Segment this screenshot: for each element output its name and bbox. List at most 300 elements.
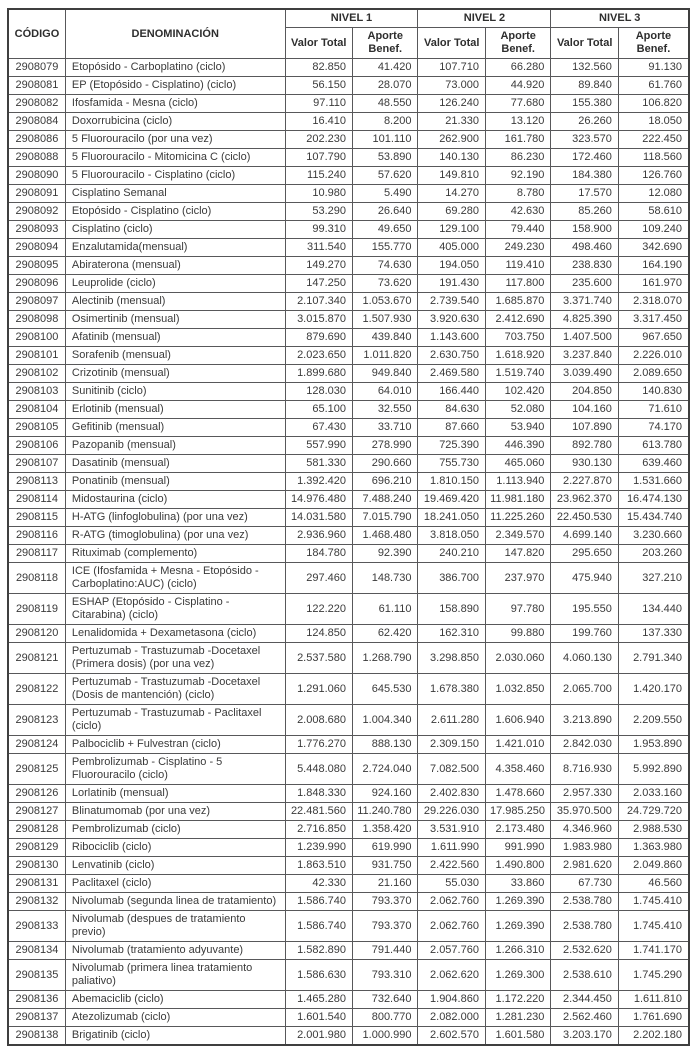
row-nivel3-valor-total: 892.780	[551, 437, 618, 455]
row-denomination: Enzalutamida(mensual)	[65, 239, 285, 257]
row-code: 2908137	[8, 1009, 65, 1027]
subcol-header-valor-total-n1: Valor Total	[285, 28, 352, 59]
row-nivel2-valor-total: 2.082.000	[418, 1009, 485, 1027]
row-nivel2-valor-total: 140.130	[418, 149, 485, 167]
row-nivel1-valor-total: 2.001.980	[285, 1027, 352, 1046]
row-code: 2908104	[8, 401, 65, 419]
row-nivel3-aporte-benef: 1.531.660	[618, 473, 689, 491]
table-row	[8, 736, 689, 754]
row-nivel1-aporte-benef: 62.420	[353, 625, 418, 643]
row-nivel2-aporte-benef: 1.172.220	[485, 991, 550, 1009]
row-nivel1-valor-total: 65.100	[285, 401, 352, 419]
row-nivel3-aporte-benef: 967.650	[618, 329, 689, 347]
row-code: 2908090	[8, 167, 65, 185]
row-nivel2-aporte-benef: 1.601.580	[485, 1027, 550, 1046]
table-row	[8, 821, 689, 839]
row-nivel1-valor-total: 97.110	[285, 95, 352, 113]
row-nivel3-aporte-benef: 1.761.690	[618, 1009, 689, 1027]
row-nivel3-valor-total: 238.830	[551, 257, 618, 275]
row-code: 2908100	[8, 329, 65, 347]
row-code: 2908092	[8, 203, 65, 221]
table-header	[8, 9, 689, 59]
row-nivel3-valor-total: 132.560	[551, 59, 618, 77]
row-nivel1-valor-total: 5.448.080	[285, 754, 352, 785]
row-nivel1-valor-total: 1.586.630	[285, 960, 352, 991]
row-nivel3-valor-total: 89.840	[551, 77, 618, 95]
row-nivel2-aporte-benef: 92.190	[485, 167, 550, 185]
row-denomination: Nivolumab (tratamiento adyuvante)	[65, 942, 285, 960]
row-nivel2-aporte-benef: 44.920	[485, 77, 550, 95]
col-header-nivel3: NIVEL 3	[551, 9, 689, 28]
row-denomination: 5 Fluorouracilo - Mitomicina C (ciclo)	[65, 149, 285, 167]
row-nivel2-valor-total: 1.904.860	[418, 991, 485, 1009]
row-code: 2908114	[8, 491, 65, 509]
row-nivel2-valor-total: 3.531.910	[418, 821, 485, 839]
row-nivel1-valor-total: 1.582.890	[285, 942, 352, 960]
row-code: 2908138	[8, 1027, 65, 1046]
row-nivel2-aporte-benef: 97.780	[485, 594, 550, 625]
row-code: 2908124	[8, 736, 65, 754]
row-denomination: Abiraterona (mensual)	[65, 257, 285, 275]
row-nivel3-aporte-benef: 2.226.010	[618, 347, 689, 365]
row-nivel3-aporte-benef: 1.745.410	[618, 911, 689, 942]
row-nivel2-aporte-benef: 102.420	[485, 383, 550, 401]
row-nivel2-aporte-benef: 11.225.260	[485, 509, 550, 527]
row-nivel1-valor-total: 107.790	[285, 149, 352, 167]
row-nivel3-aporte-benef: 164.190	[618, 257, 689, 275]
row-nivel2-aporte-benef: 1.032.850	[485, 674, 550, 705]
row-nivel2-valor-total: 19.469.420	[418, 491, 485, 509]
row-nivel1-valor-total: 67.430	[285, 419, 352, 437]
row-nivel1-aporte-benef: 101.110	[353, 131, 418, 149]
row-nivel1-aporte-benef: 1.358.420	[353, 821, 418, 839]
row-nivel1-valor-total: 10.980	[285, 185, 352, 203]
subcol-header-aporte-benef-n3: Aporte Benef.	[618, 28, 689, 59]
row-nivel2-aporte-benef: 119.410	[485, 257, 550, 275]
row-denomination: Nivolumab (primera linea tratamiento paliativo)	[65, 960, 285, 991]
row-nivel2-aporte-benef: 1.606.940	[485, 705, 550, 736]
row-code: 2908095	[8, 257, 65, 275]
row-nivel1-valor-total: 124.850	[285, 625, 352, 643]
row-denomination: 5 Fluorouracilo (por una vez)	[65, 131, 285, 149]
row-code: 2908106	[8, 437, 65, 455]
row-nivel1-valor-total: 2.936.960	[285, 527, 352, 545]
row-nivel1-valor-total: 16.410	[285, 113, 352, 131]
row-nivel2-aporte-benef: 1.266.310	[485, 942, 550, 960]
row-code: 2908129	[8, 839, 65, 857]
row-nivel2-valor-total: 107.710	[418, 59, 485, 77]
row-nivel3-valor-total: 4.825.390	[551, 311, 618, 329]
row-nivel1-valor-total: 202.230	[285, 131, 352, 149]
row-nivel2-aporte-benef: 77.680	[485, 95, 550, 113]
row-nivel2-aporte-benef: 1.478.660	[485, 785, 550, 803]
table-row	[8, 185, 689, 203]
row-nivel1-valor-total: 1.465.280	[285, 991, 352, 1009]
subcol-header-valor-total-n2: Valor Total	[418, 28, 485, 59]
row-nivel3-valor-total: 2.842.030	[551, 736, 618, 754]
table-row	[8, 419, 689, 437]
table-row	[8, 149, 689, 167]
row-nivel2-aporte-benef: 1.490.800	[485, 857, 550, 875]
row-nivel1-valor-total: 581.330	[285, 455, 352, 473]
row-nivel1-aporte-benef: 57.620	[353, 167, 418, 185]
table-row	[8, 203, 689, 221]
table-row	[8, 857, 689, 875]
col-header-codigo: CÓDIGO	[8, 9, 65, 59]
row-denomination: Cisplatino Semanal	[65, 185, 285, 203]
row-nivel3-aporte-benef: 126.760	[618, 167, 689, 185]
row-denomination: Pembrolizumab (ciclo)	[65, 821, 285, 839]
row-denomination: ESHAP (Etopósido - Cisplatino - Citarabina) (ciclo)	[65, 594, 285, 625]
row-nivel3-aporte-benef: 137.330	[618, 625, 689, 643]
row-nivel1-aporte-benef: 2.724.040	[353, 754, 418, 785]
row-nivel3-aporte-benef: 1.420.170	[618, 674, 689, 705]
row-nivel1-aporte-benef: 155.770	[353, 239, 418, 257]
row-code: 2908081	[8, 77, 65, 95]
row-nivel3-valor-total: 104.160	[551, 401, 618, 419]
row-nivel3-aporte-benef: 58.610	[618, 203, 689, 221]
row-denomination: Osimertinib (mensual)	[65, 311, 285, 329]
row-nivel1-aporte-benef: 5.490	[353, 185, 418, 203]
row-nivel3-valor-total: 67.730	[551, 875, 618, 893]
row-denomination: Paclitaxel (ciclo)	[65, 875, 285, 893]
subcol-header-valor-total-n3: Valor Total	[551, 28, 618, 59]
row-nivel2-valor-total: 158.890	[418, 594, 485, 625]
row-denomination: Blinatumomab (por una vez)	[65, 803, 285, 821]
row-nivel3-valor-total: 3.371.740	[551, 293, 618, 311]
row-nivel3-valor-total: 8.716.930	[551, 754, 618, 785]
row-nivel1-valor-total: 2.107.340	[285, 293, 352, 311]
row-nivel3-valor-total: 23.962.370	[551, 491, 618, 509]
row-code: 2908084	[8, 113, 65, 131]
row-nivel3-valor-total: 35.970.500	[551, 803, 618, 821]
row-nivel3-valor-total: 26.260	[551, 113, 618, 131]
row-nivel2-valor-total: 1.611.990	[418, 839, 485, 857]
row-nivel1-aporte-benef: 949.840	[353, 365, 418, 383]
row-code: 2908125	[8, 754, 65, 785]
row-nivel3-valor-total: 107.890	[551, 419, 618, 437]
row-denomination: Ponatinib (mensual)	[65, 473, 285, 491]
row-nivel2-valor-total: 191.430	[418, 275, 485, 293]
row-denomination: Alectinib (mensual)	[65, 293, 285, 311]
table-row	[8, 401, 689, 419]
row-code: 2908088	[8, 149, 65, 167]
table-row	[8, 893, 689, 911]
table-row	[8, 527, 689, 545]
row-code: 2908107	[8, 455, 65, 473]
row-nivel1-aporte-benef: 696.210	[353, 473, 418, 491]
row-nivel1-valor-total: 122.220	[285, 594, 352, 625]
table-row	[8, 839, 689, 857]
table-row	[8, 785, 689, 803]
table-row	[8, 754, 689, 785]
table-row	[8, 509, 689, 527]
row-nivel1-valor-total: 1.239.990	[285, 839, 352, 857]
table-row	[8, 625, 689, 643]
row-nivel1-aporte-benef: 53.890	[353, 149, 418, 167]
row-denomination: H-ATG (linfoglobulina) (por una vez)	[65, 509, 285, 527]
row-nivel2-aporte-benef: 237.970	[485, 563, 550, 594]
table-row	[8, 563, 689, 594]
row-nivel3-aporte-benef: 2.209.550	[618, 705, 689, 736]
row-nivel2-valor-total: 73.000	[418, 77, 485, 95]
row-code: 2908098	[8, 311, 65, 329]
row-nivel1-valor-total: 115.240	[285, 167, 352, 185]
row-code: 2908135	[8, 960, 65, 991]
table-row	[8, 875, 689, 893]
row-code: 2908120	[8, 625, 65, 643]
row-nivel3-aporte-benef: 1.611.810	[618, 991, 689, 1009]
row-nivel2-aporte-benef: 1.685.870	[485, 293, 550, 311]
row-nivel1-aporte-benef: 21.160	[353, 875, 418, 893]
row-nivel1-aporte-benef: 924.160	[353, 785, 418, 803]
row-nivel2-valor-total: 2.057.760	[418, 942, 485, 960]
row-nivel1-valor-total: 297.460	[285, 563, 352, 594]
row-nivel1-valor-total: 2.023.650	[285, 347, 352, 365]
row-nivel1-valor-total: 82.850	[285, 59, 352, 77]
row-nivel3-aporte-benef: 1.745.290	[618, 960, 689, 991]
row-nivel1-valor-total: 557.990	[285, 437, 352, 455]
table-row	[8, 911, 689, 942]
row-nivel1-aporte-benef: 793.310	[353, 960, 418, 991]
row-nivel1-valor-total: 14.976.480	[285, 491, 352, 509]
row-nivel3-aporte-benef: 613.780	[618, 437, 689, 455]
row-denomination: Leuprolide (ciclo)	[65, 275, 285, 293]
row-code: 2908105	[8, 419, 65, 437]
row-nivel1-valor-total: 2.716.850	[285, 821, 352, 839]
row-nivel2-valor-total: 194.050	[418, 257, 485, 275]
row-nivel1-valor-total: 184.780	[285, 545, 352, 563]
row-denomination: Midostaurina (ciclo)	[65, 491, 285, 509]
row-nivel3-aporte-benef: 342.690	[618, 239, 689, 257]
row-code: 2908113	[8, 473, 65, 491]
row-denomination: R-ATG (timoglobulina) (por una vez)	[65, 527, 285, 545]
row-nivel1-aporte-benef: 793.370	[353, 893, 418, 911]
row-denomination: Pembrolizumab - Cisplatino - 5 Fluorouracilo (ciclo)	[65, 754, 285, 785]
row-nivel3-aporte-benef: 106.820	[618, 95, 689, 113]
row-nivel2-valor-total: 3.818.050	[418, 527, 485, 545]
row-code: 2908130	[8, 857, 65, 875]
row-nivel2-valor-total: 166.440	[418, 383, 485, 401]
row-nivel2-aporte-benef: 2.030.060	[485, 643, 550, 674]
row-nivel3-valor-total: 3.203.170	[551, 1027, 618, 1046]
row-nivel2-valor-total: 386.700	[418, 563, 485, 594]
row-nivel3-aporte-benef: 24.729.720	[618, 803, 689, 821]
row-nivel3-aporte-benef: 1.363.980	[618, 839, 689, 857]
row-nivel2-valor-total: 1.143.600	[418, 329, 485, 347]
row-nivel2-aporte-benef: 11.981.180	[485, 491, 550, 509]
row-nivel3-valor-total: 199.760	[551, 625, 618, 643]
row-nivel1-aporte-benef: 1.011.820	[353, 347, 418, 365]
row-nivel3-aporte-benef: 46.560	[618, 875, 689, 893]
row-nivel3-valor-total: 195.550	[551, 594, 618, 625]
row-nivel3-aporte-benef: 2.988.530	[618, 821, 689, 839]
row-nivel1-valor-total: 2.537.580	[285, 643, 352, 674]
row-nivel1-valor-total: 3.015.870	[285, 311, 352, 329]
row-denomination: EP (Etopósido - Cisplatino) (ciclo)	[65, 77, 285, 95]
row-nivel3-valor-total: 2.538.610	[551, 960, 618, 991]
row-nivel3-aporte-benef: 2.089.650	[618, 365, 689, 383]
row-nivel3-aporte-benef: 1.745.410	[618, 893, 689, 911]
row-denomination: Dasatinib (mensual)	[65, 455, 285, 473]
row-nivel1-aporte-benef: 48.550	[353, 95, 418, 113]
row-nivel3-aporte-benef: 15.434.740	[618, 509, 689, 527]
row-code: 2908097	[8, 293, 65, 311]
row-nivel3-valor-total: 2.562.460	[551, 1009, 618, 1027]
row-denomination: Nivolumab (segunda linea de tratamiento)	[65, 893, 285, 911]
row-nivel3-aporte-benef: 16.474.130	[618, 491, 689, 509]
row-nivel3-valor-total: 2.227.870	[551, 473, 618, 491]
row-nivel1-aporte-benef: 7.015.790	[353, 509, 418, 527]
col-header-denominacion: DENOMINACIÓN	[65, 9, 285, 59]
row-nivel3-valor-total: 1.407.500	[551, 329, 618, 347]
row-nivel3-valor-total: 22.450.530	[551, 509, 618, 527]
table-row	[8, 437, 689, 455]
row-code: 2908096	[8, 275, 65, 293]
row-nivel2-aporte-benef: 1.113.940	[485, 473, 550, 491]
row-nivel3-valor-total: 184.380	[551, 167, 618, 185]
row-nivel3-aporte-benef: 2.318.070	[618, 293, 689, 311]
row-code: 2908136	[8, 991, 65, 1009]
row-denomination: Ifosfamida - Mesna (ciclo)	[65, 95, 285, 113]
row-denomination: Rituximab (complemento)	[65, 545, 285, 563]
row-nivel3-aporte-benef: 118.560	[618, 149, 689, 167]
row-denomination: Pertuzumab - Trastuzumab -Docetaxel (Dosis de mantención) (ciclo)	[65, 674, 285, 705]
row-denomination: Pertuzumab - Trastuzumab - Paclitaxel (ciclo)	[65, 705, 285, 736]
row-code: 2908134	[8, 942, 65, 960]
row-nivel2-aporte-benef: 117.800	[485, 275, 550, 293]
row-nivel2-aporte-benef: 53.940	[485, 419, 550, 437]
row-nivel3-valor-total: 4.346.960	[551, 821, 618, 839]
row-nivel2-aporte-benef: 1.421.010	[485, 736, 550, 754]
table-row	[8, 59, 689, 77]
row-nivel3-aporte-benef: 1.953.890	[618, 736, 689, 754]
row-nivel1-valor-total: 1.392.420	[285, 473, 352, 491]
row-nivel3-valor-total: 204.850	[551, 383, 618, 401]
row-nivel2-valor-total: 405.000	[418, 239, 485, 257]
row-nivel1-valor-total: 1.586.740	[285, 893, 352, 911]
row-nivel3-valor-total: 930.130	[551, 455, 618, 473]
row-code: 2908091	[8, 185, 65, 203]
row-nivel2-valor-total: 2.062.760	[418, 911, 485, 942]
table-row	[8, 311, 689, 329]
row-nivel1-aporte-benef: 278.990	[353, 437, 418, 455]
row-nivel1-aporte-benef: 41.420	[353, 59, 418, 77]
table-row	[8, 674, 689, 705]
row-nivel1-valor-total: 1.586.740	[285, 911, 352, 942]
row-denomination: Ribociclib (ciclo)	[65, 839, 285, 857]
row-nivel3-aporte-benef: 109.240	[618, 221, 689, 239]
row-nivel2-valor-total: 162.310	[418, 625, 485, 643]
row-nivel3-valor-total: 2.532.620	[551, 942, 618, 960]
row-nivel2-valor-total: 262.900	[418, 131, 485, 149]
row-nivel3-aporte-benef: 327.210	[618, 563, 689, 594]
row-denomination: Pertuzumab - Trastuzumab -Docetaxel (Primera dosis) (por una vez)	[65, 643, 285, 674]
row-denomination: Nivolumab (despues de tratamiento previo)	[65, 911, 285, 942]
row-nivel2-valor-total: 7.082.500	[418, 754, 485, 785]
row-nivel1-valor-total: 1.601.540	[285, 1009, 352, 1027]
row-nivel2-aporte-benef: 1.269.390	[485, 911, 550, 942]
row-nivel2-valor-total: 21.330	[418, 113, 485, 131]
row-nivel2-aporte-benef: 33.860	[485, 875, 550, 893]
row-nivel3-valor-total: 295.650	[551, 545, 618, 563]
row-nivel2-valor-total: 87.660	[418, 419, 485, 437]
row-denomination: Abemaciclib (ciclo)	[65, 991, 285, 1009]
row-denomination: Lorlatinib (mensual)	[65, 785, 285, 803]
row-nivel2-aporte-benef: 2.412.690	[485, 311, 550, 329]
table-row	[8, 383, 689, 401]
row-nivel1-aporte-benef: 8.200	[353, 113, 418, 131]
row-nivel3-valor-total: 2.344.450	[551, 991, 618, 1009]
row-nivel1-valor-total: 1.776.270	[285, 736, 352, 754]
col-header-nivel2: NIVEL 2	[418, 9, 551, 28]
row-code: 2908118	[8, 563, 65, 594]
row-nivel3-valor-total: 3.213.890	[551, 705, 618, 736]
table-body	[8, 59, 689, 1046]
row-nivel2-valor-total: 129.100	[418, 221, 485, 239]
row-nivel3-valor-total: 4.060.130	[551, 643, 618, 674]
row-denomination: Erlotinib (mensual)	[65, 401, 285, 419]
row-nivel2-valor-total: 2.422.560	[418, 857, 485, 875]
row-denomination: Doxorrubicina (ciclo)	[65, 113, 285, 131]
row-code: 2908094	[8, 239, 65, 257]
row-code: 2908101	[8, 347, 65, 365]
row-nivel2-valor-total: 126.240	[418, 95, 485, 113]
row-nivel1-aporte-benef: 32.550	[353, 401, 418, 419]
row-nivel2-aporte-benef: 1.519.740	[485, 365, 550, 383]
subcol-header-aporte-benef-n2: Aporte Benef.	[485, 28, 550, 59]
row-nivel3-aporte-benef: 61.760	[618, 77, 689, 95]
row-denomination: 5 Fluorouracilo - Cisplatino (ciclo)	[65, 167, 285, 185]
row-nivel3-valor-total: 2.065.700	[551, 674, 618, 705]
row-nivel2-aporte-benef: 249.230	[485, 239, 550, 257]
row-denomination: Pazopanib (mensual)	[65, 437, 285, 455]
row-nivel1-aporte-benef: 1.468.480	[353, 527, 418, 545]
row-nivel1-valor-total: 149.270	[285, 257, 352, 275]
row-nivel1-aporte-benef: 73.620	[353, 275, 418, 293]
row-code: 2908115	[8, 509, 65, 527]
row-nivel2-valor-total: 3.920.630	[418, 311, 485, 329]
row-nivel2-aporte-benef: 446.390	[485, 437, 550, 455]
row-code: 2908103	[8, 383, 65, 401]
row-nivel2-aporte-benef: 1.281.230	[485, 1009, 550, 1027]
row-nivel2-valor-total: 1.678.380	[418, 674, 485, 705]
col-header-nivel1: NIVEL 1	[285, 9, 418, 28]
row-denomination: Cisplatino (ciclo)	[65, 221, 285, 239]
row-nivel1-aporte-benef: 645.530	[353, 674, 418, 705]
row-nivel2-aporte-benef: 703.750	[485, 329, 550, 347]
row-nivel2-aporte-benef: 147.820	[485, 545, 550, 563]
row-denomination: Sunitinib (ciclo)	[65, 383, 285, 401]
row-nivel2-valor-total: 14.270	[418, 185, 485, 203]
row-nivel3-valor-total: 2.538.780	[551, 893, 618, 911]
row-nivel1-aporte-benef: 11.240.780	[353, 803, 418, 821]
table-row	[8, 77, 689, 95]
row-code: 2908093	[8, 221, 65, 239]
row-nivel3-valor-total: 158.900	[551, 221, 618, 239]
row-nivel1-aporte-benef: 800.770	[353, 1009, 418, 1027]
row-nivel2-aporte-benef: 2.173.480	[485, 821, 550, 839]
row-nivel1-aporte-benef: 1.507.930	[353, 311, 418, 329]
row-nivel1-aporte-benef: 290.660	[353, 455, 418, 473]
row-denomination: Palbociclib + Fulvestran (ciclo)	[65, 736, 285, 754]
table-row	[8, 167, 689, 185]
row-nivel2-valor-total: 55.030	[418, 875, 485, 893]
row-nivel2-valor-total: 725.390	[418, 437, 485, 455]
row-nivel1-valor-total: 53.290	[285, 203, 352, 221]
row-nivel1-valor-total: 22.481.560	[285, 803, 352, 821]
table-row	[8, 275, 689, 293]
